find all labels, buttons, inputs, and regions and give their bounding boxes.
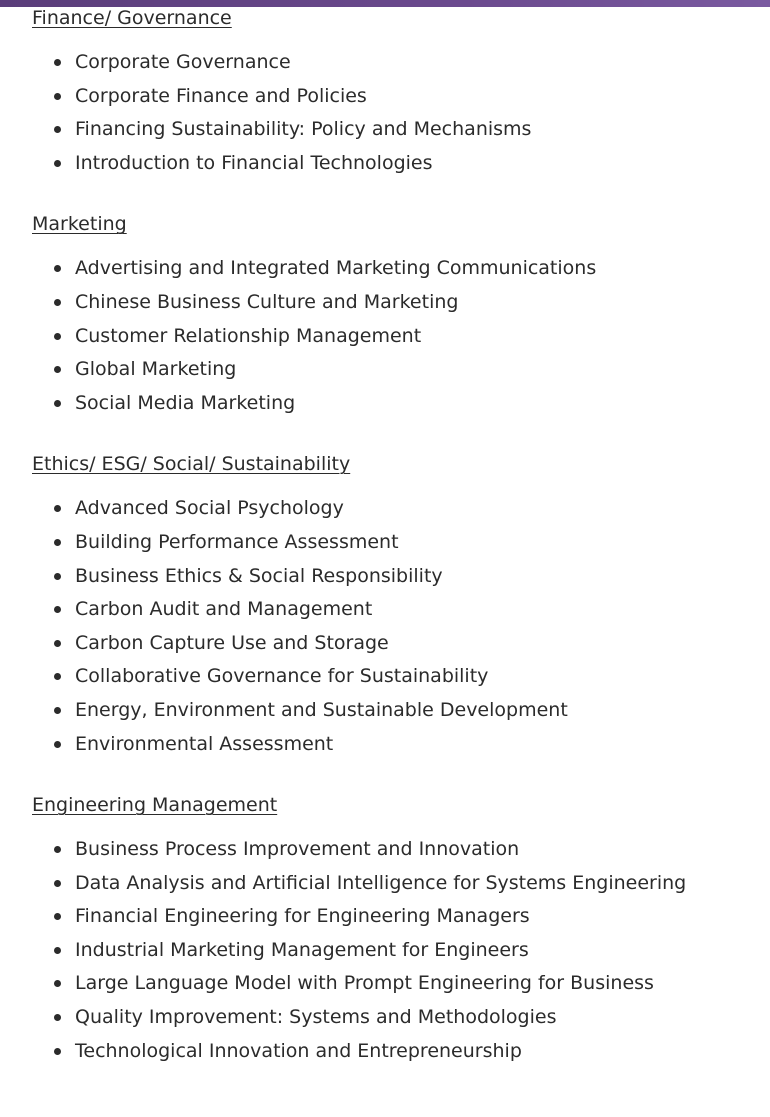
list-item (32, 290, 752, 324)
course-title: Introduction to Financial Technologies (75, 151, 433, 174)
course-title: Business Ethics & Social Responsibility (75, 564, 443, 587)
bullet-icon (54, 707, 61, 714)
course-title: Customer Relationship Management (75, 324, 422, 347)
bullet-icon (54, 673, 61, 680)
section-ethics-esg (32, 452, 752, 765)
course-title: Building Performance Assessment (75, 530, 399, 553)
bullet-icon (54, 59, 61, 66)
bullet-icon (54, 1014, 61, 1021)
bullet-icon (54, 160, 61, 167)
course-title: Technological Innovation and Entrepreneurship (75, 1039, 522, 1062)
list-item (32, 530, 752, 564)
bullet-icon (54, 93, 61, 100)
bullet-icon (54, 606, 61, 613)
list-item (32, 1039, 752, 1073)
course-title: Energy, Environment and Sustainable Development (75, 698, 568, 721)
bullet-icon (54, 640, 61, 647)
course-title: Carbon Capture Use and Storage (75, 631, 389, 654)
list-item (32, 151, 752, 185)
course-title: Quality Improvement: Systems and Methodologies (75, 1006, 557, 1029)
section-engineering-management (32, 793, 752, 1072)
course-title: Global Marketing (75, 358, 237, 381)
list-item (32, 698, 752, 732)
course-title: Advertising and Integrated Marketing Communications (75, 257, 597, 280)
section-heading-finance-governance[interactable]: Finance/ Governance (32, 7, 232, 29)
section-heading-ethics-esg[interactable]: Ethics/ ESG/ Social/ Sustainability (32, 453, 351, 476)
bullet-icon (54, 980, 61, 987)
bullet-icon (54, 573, 61, 580)
course-title: Financial Engineering for Engineering Managers (75, 905, 530, 928)
section-marketing (32, 212, 752, 424)
list-item (32, 837, 752, 871)
bullet-icon (54, 126, 61, 133)
bullet-icon (54, 741, 61, 748)
course-title: Industrial Marketing Management for Engineers (75, 938, 529, 961)
bullet-icon (54, 1048, 61, 1055)
course-list-marketing (32, 256, 752, 424)
list-item (32, 84, 752, 118)
bullet-icon (54, 947, 61, 954)
course-list-finance-governance (32, 50, 752, 184)
course-title: Social Media Marketing (75, 391, 296, 414)
course-categories (32, 6, 752, 1072)
course-title: Corporate Finance and Policies (75, 84, 367, 107)
list-item (32, 904, 752, 938)
list-item (32, 938, 752, 972)
bullet-icon (54, 400, 61, 407)
list-item (32, 117, 752, 151)
course-title: Financing Sustainability: Policy and Mechanisms (75, 118, 532, 141)
list-item (32, 324, 752, 358)
course-title: Collaborative Governance for Sustainability (75, 665, 489, 688)
list-item (32, 50, 752, 84)
bullet-icon (54, 299, 61, 306)
bullet-icon (54, 846, 61, 853)
list-item (32, 732, 752, 766)
bullet-icon (54, 539, 61, 546)
list-item (32, 597, 752, 631)
course-title: Environmental Assessment (75, 732, 334, 755)
list-item (32, 391, 752, 425)
course-title: Business Process Improvement and Innovation (75, 838, 520, 861)
bullet-icon (54, 913, 61, 920)
bullet-icon (54, 265, 61, 272)
list-item (32, 1005, 752, 1039)
course-list-engineering-management (32, 837, 752, 1072)
list-item (32, 664, 752, 698)
list-item (32, 564, 752, 598)
list-item (32, 871, 752, 905)
list-item (32, 357, 752, 391)
course-title: Advanced Social Psychology (75, 497, 344, 520)
bullet-icon (54, 366, 61, 373)
section-heading-engineering-management[interactable]: Engineering Management (32, 794, 278, 817)
course-title: Data Analysis and Artificial Intelligence for Systems Engineering (75, 871, 687, 894)
section-heading-marketing[interactable]: Marketing (32, 213, 127, 236)
list-item (32, 496, 752, 530)
list-item (32, 256, 752, 290)
bullet-icon (54, 333, 61, 340)
course-title: Chinese Business Culture and Marketing (75, 290, 459, 313)
course-title: Carbon Audit and Management (75, 598, 373, 621)
list-item (32, 631, 752, 665)
bullet-icon (54, 505, 61, 512)
list-item (32, 971, 752, 1005)
section-finance-governance (32, 6, 752, 184)
course-list-ethics-esg (32, 496, 752, 765)
bullet-icon (54, 880, 61, 887)
course-title: Corporate Governance (75, 51, 291, 73)
course-title: Large Language Model with Prompt Engineering for Business (75, 972, 654, 995)
